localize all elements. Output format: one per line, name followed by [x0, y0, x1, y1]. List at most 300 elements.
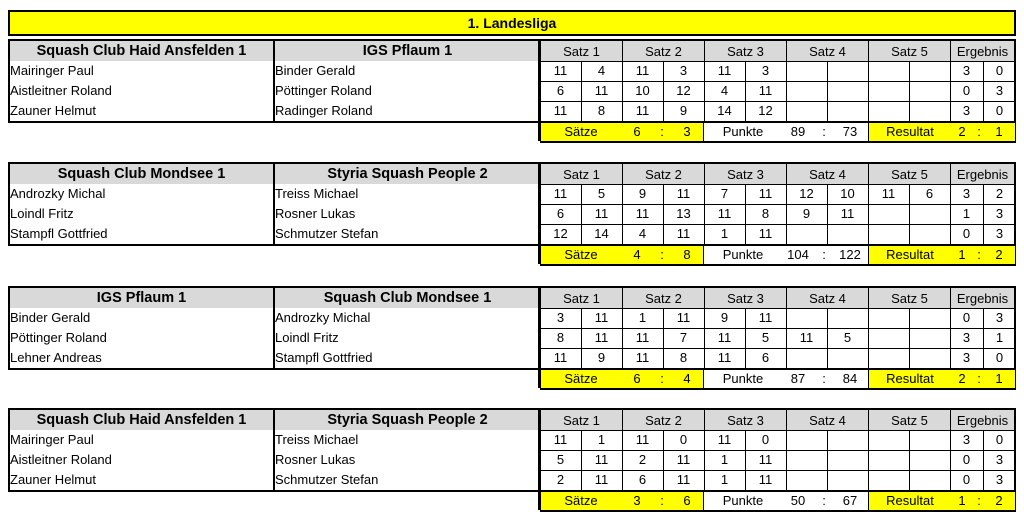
set-score-home	[786, 224, 827, 244]
set-score-away: 11	[840, 206, 855, 221]
set-header: Satz 2	[622, 286, 704, 308]
set-score-away: 1	[597, 432, 606, 447]
grid-line	[540, 308, 1016, 309]
grid-line	[581, 430, 582, 490]
set-score-away: 11	[676, 186, 691, 201]
grid-line	[704, 308, 705, 368]
home-player-name: Zauner Helmut	[10, 103, 96, 118]
ergebnis-header: Ergebnis	[950, 408, 1016, 430]
away-player-name: Schmutzer Stefan	[275, 472, 379, 487]
set-score-away: 11	[676, 226, 691, 241]
match-result-home: 0	[962, 310, 971, 325]
grid-line	[540, 81, 1016, 82]
colon: :	[822, 371, 826, 386]
set-header: Satz 2	[622, 39, 704, 61]
set-score-home	[786, 61, 827, 81]
grid-line	[8, 286, 10, 368]
match-block	[8, 162, 1016, 262]
home-player-name: Androzky Michal	[10, 186, 106, 201]
set-header: Satz 4	[786, 408, 868, 430]
set-header: Satz 4	[786, 286, 868, 308]
set-score-home: 11	[635, 330, 650, 345]
set-score-home: 5	[556, 452, 565, 467]
set-score-home: 9	[802, 206, 811, 221]
set-score-home: 11	[553, 350, 568, 365]
away-player-name: Androzky Michal	[275, 310, 371, 325]
set-score-away: 5	[597, 186, 606, 201]
grid-line	[540, 308, 541, 368]
home-team-header: Squash Club Haid Ansfelden 1	[8, 408, 273, 430]
punkte-away: 67	[842, 493, 858, 508]
away-team-header: Styria Squash People 2	[273, 408, 540, 430]
grid-line	[540, 264, 1016, 266]
away-player-name: Rosner Lukas	[275, 452, 356, 467]
set-header: Satz 1	[540, 162, 622, 184]
saetze-away: 8	[683, 247, 691, 262]
punkte-home: 87	[790, 371, 806, 386]
set-score-home: 6	[556, 83, 565, 98]
punkte-label: Punkte	[722, 124, 764, 139]
grid-line	[983, 184, 984, 244]
set-score-away: 8	[761, 206, 770, 221]
grid-line	[581, 308, 582, 368]
grid-line	[786, 184, 787, 244]
grid-line	[622, 308, 623, 368]
set-score-home	[786, 450, 827, 470]
set-header: Satz 3	[704, 408, 786, 430]
set-score-away: 0	[761, 432, 770, 447]
set-score-away	[909, 204, 950, 224]
set-score-away: 12	[758, 103, 773, 118]
match-block	[8, 408, 1016, 508]
punkte-home: 89	[790, 124, 806, 139]
set-score-home: 11	[553, 186, 568, 201]
resultat-label: Resultat	[886, 371, 934, 386]
grid-line	[950, 184, 951, 244]
set-score-away: 6	[761, 350, 770, 365]
set-score-away: 11	[594, 310, 609, 325]
set-score-away: 4	[597, 63, 606, 78]
grid-line	[786, 430, 787, 490]
saetze-away: 4	[683, 371, 691, 386]
grid-line	[540, 450, 1016, 451]
colon: :	[977, 371, 981, 386]
set-score-away: 11	[758, 310, 773, 325]
grid-line	[540, 204, 1016, 205]
grid-line	[983, 61, 984, 121]
set-score-away: 14	[594, 226, 609, 241]
set-score-home	[786, 101, 827, 121]
set-score-home: 4	[720, 83, 729, 98]
set-score-home	[786, 81, 827, 101]
colon: :	[660, 247, 664, 262]
set-score-away: 11	[594, 330, 609, 345]
grid-line	[704, 184, 705, 244]
set-score-home: 11	[717, 350, 732, 365]
set-score-away: 3	[761, 63, 770, 78]
match-result-away: 3	[995, 83, 1004, 98]
resultat-home: 1	[958, 247, 966, 262]
grid-line	[8, 368, 540, 370]
home-player-name: Binder Gerald	[10, 310, 91, 325]
grid-line	[909, 61, 910, 121]
match-result-home: 0	[962, 472, 971, 487]
set-score-away: 11	[594, 472, 609, 487]
set-score-home: 8	[556, 330, 565, 345]
set-score-home	[868, 348, 909, 368]
set-score-away: 8	[597, 103, 606, 118]
set-score-away: 9	[597, 350, 606, 365]
set-score-home: 1	[720, 226, 729, 241]
saetze-label: Sätze	[564, 124, 598, 139]
set-header: Satz 3	[704, 39, 786, 61]
punkte-label: Punkte	[722, 493, 764, 508]
grid-line	[868, 430, 869, 490]
grid-line	[540, 61, 1016, 62]
resultat-away: 2	[995, 247, 1003, 262]
match-result-away: 0	[995, 432, 1004, 447]
saetze-label: Sätze	[564, 371, 598, 386]
set-score-away	[827, 348, 868, 368]
set-score-away: 7	[679, 330, 688, 345]
grid-line	[663, 184, 664, 244]
set-score-home: 11	[799, 330, 814, 345]
set-score-away	[827, 61, 868, 81]
match-result-away: 3	[995, 310, 1004, 325]
set-score-home: 9	[720, 310, 729, 325]
grid-line	[827, 308, 828, 368]
match-result-away: 3	[995, 226, 1004, 241]
grid-line	[540, 184, 1016, 185]
set-score-away: 8	[679, 350, 688, 365]
away-player-name: Rosner Lukas	[275, 206, 356, 221]
away-player-name: Loindl Fritz	[275, 330, 339, 345]
match-result-home: 0	[962, 452, 971, 467]
home-player-name: Loindl Fritz	[10, 206, 74, 221]
set-score-away: 0	[679, 432, 688, 447]
set-header: Satz 5	[868, 162, 950, 184]
colon: :	[977, 493, 981, 508]
away-player-name: Pöttinger Roland	[275, 83, 372, 98]
set-score-away	[909, 61, 950, 81]
set-score-home: 11	[881, 186, 896, 201]
set-header: Satz 1	[540, 39, 622, 61]
set-header: Satz 4	[786, 39, 868, 61]
resultat-away: 1	[995, 124, 1003, 139]
saetze-home: 6	[633, 124, 641, 139]
set-score-home	[786, 430, 827, 450]
resultat-label: Resultat	[886, 247, 934, 262]
match-result-home: 3	[962, 432, 971, 447]
away-player-name: Treiss Michael	[275, 432, 359, 447]
set-score-away: 11	[676, 452, 691, 467]
grid-line	[581, 61, 582, 121]
set-score-home	[868, 470, 909, 490]
set-score-away: 13	[676, 206, 691, 221]
resultat-away: 2	[995, 493, 1003, 508]
resultat-home: 1	[958, 493, 966, 508]
grid-line	[909, 308, 910, 368]
set-score-away: 6	[925, 186, 934, 201]
grid-line	[704, 61, 705, 121]
match-result-home: 0	[962, 226, 971, 241]
set-score-home: 11	[717, 432, 732, 447]
punkte-label: Punkte	[722, 247, 764, 262]
grid-line	[868, 184, 869, 244]
set-score-home	[868, 328, 909, 348]
grid-line	[663, 430, 664, 490]
home-player-name: Mairinger Paul	[10, 63, 94, 78]
set-score-away: 11	[758, 83, 773, 98]
set-score-home	[868, 430, 909, 450]
home-player-name: Pöttinger Roland	[10, 330, 107, 345]
saetze-home: 6	[633, 371, 641, 386]
set-score-home	[786, 470, 827, 490]
grid-line	[745, 61, 746, 121]
match-result-away: 0	[995, 103, 1004, 118]
match-result-home: 3	[962, 63, 971, 78]
set-score-home	[868, 308, 909, 328]
set-score-away	[909, 308, 950, 328]
set-score-home	[868, 81, 909, 101]
grid-line	[786, 61, 787, 121]
grid-line	[950, 61, 951, 121]
set-header: Satz 3	[704, 286, 786, 308]
set-header: Satz 1	[540, 286, 622, 308]
match-result-home: 3	[962, 330, 971, 345]
grid-line	[8, 121, 540, 123]
set-score-home: 11	[635, 432, 650, 447]
set-score-away	[827, 224, 868, 244]
set-score-home: 1	[638, 310, 647, 325]
set-score-home	[786, 308, 827, 328]
match-result-home: 1	[962, 206, 971, 221]
match-block	[8, 286, 1016, 386]
grid-line	[273, 286, 275, 368]
grid-line	[540, 61, 541, 121]
set-score-home: 11	[553, 432, 568, 447]
grid-line	[745, 308, 746, 368]
grid-line	[540, 388, 1016, 390]
set-score-home: 6	[556, 206, 565, 221]
set-score-home: 7	[720, 186, 729, 201]
set-score-away	[827, 308, 868, 328]
ergebnis-header: Ergebnis	[950, 286, 1016, 308]
grid-line	[868, 308, 869, 368]
punkte-label: Punkte	[722, 371, 764, 386]
grid-line	[909, 184, 910, 244]
grid-line	[745, 184, 746, 244]
set-score-home: 9	[638, 186, 647, 201]
match-result-away: 3	[995, 452, 1004, 467]
set-score-away: 12	[676, 83, 691, 98]
grid-line	[622, 430, 623, 490]
set-score-home: 11	[635, 350, 650, 365]
set-score-home: 12	[799, 186, 814, 201]
grid-line	[704, 430, 705, 490]
grid-line	[8, 244, 540, 246]
set-score-away: 9	[679, 103, 688, 118]
grid-line	[827, 61, 828, 121]
ergebnis-header: Ergebnis	[950, 162, 1016, 184]
set-score-home: 3	[556, 310, 565, 325]
set-score-away	[909, 348, 950, 368]
set-header: Satz 4	[786, 162, 868, 184]
set-score-away	[909, 470, 950, 490]
set-header: Satz 5	[868, 39, 950, 61]
set-score-away	[827, 101, 868, 121]
away-team-header: Styria Squash People 2	[273, 162, 540, 184]
grid-line	[540, 348, 1016, 349]
grid-line	[663, 61, 664, 121]
set-score-away: 11	[594, 206, 609, 221]
grid-line	[983, 430, 984, 490]
home-player-name: Mairinger Paul	[10, 432, 94, 447]
colon: :	[822, 124, 826, 139]
set-score-away: 5	[843, 330, 852, 345]
grid-line	[540, 141, 1016, 143]
grid-line	[273, 408, 275, 490]
saetze-home: 3	[633, 493, 641, 508]
grid-line	[8, 490, 540, 492]
grid-line	[540, 510, 1016, 512]
saetze-label: Sätze	[564, 247, 598, 262]
away-player-name: Treiss Michael	[275, 186, 359, 201]
grid-line	[745, 430, 746, 490]
set-score-away	[909, 101, 950, 121]
grid-line	[909, 430, 910, 490]
set-score-away	[909, 328, 950, 348]
home-player-name: Lehner Andreas	[10, 350, 102, 365]
grid-line	[581, 184, 582, 244]
grid-line	[950, 430, 951, 490]
punkte-away: 84	[842, 371, 858, 386]
set-score-home: 1	[720, 472, 729, 487]
away-player-name: Schmutzer Stefan	[275, 226, 379, 241]
set-header: Satz 1	[540, 408, 622, 430]
resultat-label: Resultat	[886, 124, 934, 139]
grid-line	[622, 184, 623, 244]
home-player-name: Aistleitner Roland	[10, 452, 112, 467]
home-team-header: Squash Club Mondsee 1	[8, 162, 273, 184]
set-score-away	[909, 430, 950, 450]
set-score-home	[868, 101, 909, 121]
match-result-away: 2	[995, 186, 1004, 201]
set-header: Satz 2	[622, 162, 704, 184]
match-result-away: 1	[995, 330, 1004, 345]
set-header: Satz 5	[868, 286, 950, 308]
grid-line	[8, 162, 10, 244]
grid-line	[540, 470, 1016, 471]
resultat-away: 1	[995, 371, 1003, 386]
set-score-away: 11	[676, 472, 691, 487]
set-score-away: 10	[840, 186, 855, 201]
colon: :	[977, 247, 981, 262]
set-score-away	[909, 450, 950, 470]
colon: :	[822, 247, 826, 262]
set-score-home: 2	[556, 472, 565, 487]
set-score-home	[868, 204, 909, 224]
match-result-away: 0	[995, 63, 1004, 78]
set-score-home: 1	[720, 452, 729, 467]
match-result-home: 3	[962, 186, 971, 201]
grid-line	[983, 308, 984, 368]
away-team-header: IGS Pflaum 1	[273, 39, 540, 61]
set-score-away	[827, 470, 868, 490]
set-score-home	[868, 61, 909, 81]
grid-line	[622, 61, 623, 121]
resultat-home: 2	[958, 371, 966, 386]
set-score-home: 11	[717, 63, 732, 78]
set-score-away: 11	[594, 83, 609, 98]
set-score-home: 11	[635, 103, 650, 118]
set-score-home	[868, 450, 909, 470]
saetze-label: Sätze	[564, 493, 598, 508]
saetze-away: 3	[683, 124, 691, 139]
punkte-away: 122	[839, 247, 861, 262]
match-block	[8, 39, 1016, 139]
grid-line	[273, 162, 275, 244]
set-score-home: 11	[717, 206, 732, 221]
set-score-away: 11	[594, 452, 609, 467]
colon: :	[822, 493, 826, 508]
set-score-home: 6	[638, 472, 647, 487]
set-score-away: 3	[679, 63, 688, 78]
set-score-away: 11	[676, 310, 691, 325]
away-team-header: Squash Club Mondsee 1	[273, 286, 540, 308]
home-team-header: Squash Club Haid Ansfelden 1	[8, 39, 273, 61]
set-score-home: 11	[553, 103, 568, 118]
away-player-name: Radinger Roland	[275, 103, 373, 118]
colon: :	[977, 124, 981, 139]
set-score-away	[827, 430, 868, 450]
set-score-away: 11	[758, 186, 773, 201]
away-player-name: Binder Gerald	[275, 63, 356, 78]
set-score-away	[827, 450, 868, 470]
grid-line	[663, 308, 664, 368]
punkte-home: 50	[790, 493, 806, 508]
league-title: 1. Landesliga	[8, 10, 1016, 36]
set-score-home: 12	[553, 226, 568, 241]
set-score-away: 5	[761, 330, 770, 345]
grid-line	[540, 224, 1016, 225]
set-score-home	[868, 224, 909, 244]
set-score-home: 4	[638, 226, 647, 241]
set-score-away: 11	[758, 452, 773, 467]
saetze-home: 4	[633, 247, 641, 262]
set-header: Satz 5	[868, 408, 950, 430]
grid-line	[8, 39, 10, 121]
grid-line	[950, 308, 951, 368]
home-player-name: Zauner Helmut	[10, 472, 96, 487]
colon: :	[660, 493, 664, 508]
grid-line	[273, 39, 275, 121]
punkte-home: 104	[787, 247, 809, 262]
grid-line	[540, 430, 541, 490]
set-score-home: 11	[635, 63, 650, 78]
set-score-home: 10	[635, 83, 650, 98]
grid-line	[827, 430, 828, 490]
grid-line	[8, 408, 10, 490]
set-score-home: 11	[717, 330, 732, 345]
punkte-away: 73	[842, 124, 858, 139]
ergebnis-header: Ergebnis	[950, 39, 1016, 61]
grid-line	[540, 101, 1016, 102]
set-score-home: 11	[635, 206, 650, 221]
set-score-home: 2	[638, 452, 647, 467]
match-result-home: 0	[962, 83, 971, 98]
colon: :	[660, 124, 664, 139]
